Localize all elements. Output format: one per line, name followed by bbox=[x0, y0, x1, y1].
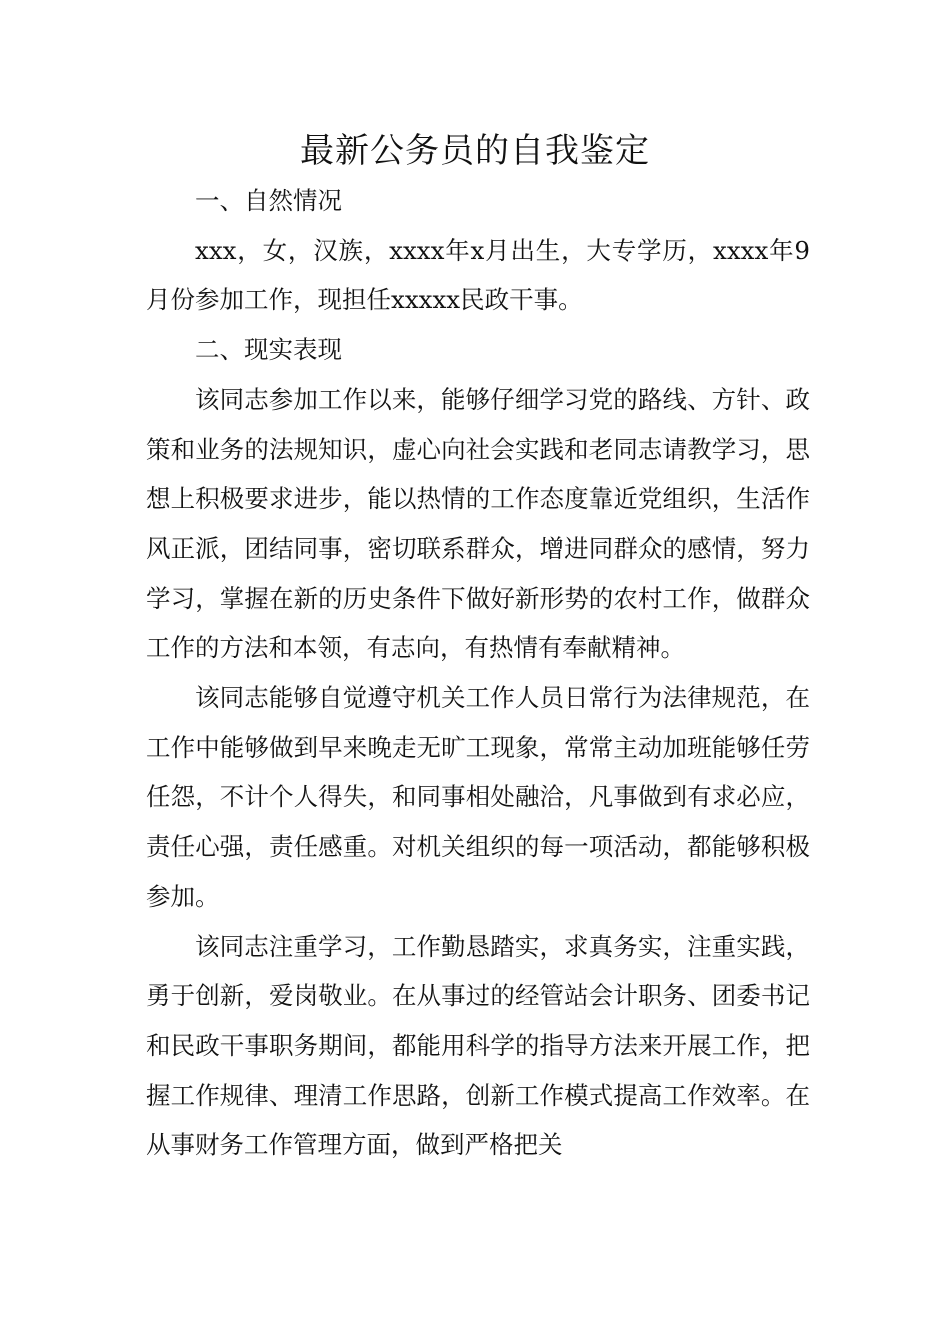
paragraph-work-performance: 该同志注重学习，工作勤恳踏实，求真务实，注重实践，勇于创新，爱岗敬业。在从事过的经管站会计职务、团委书记和民政干事职务期间，都能用科学的指导方法来开展工作，把握工作规律、理清工作思路，创新工作模式提高工作效率。在从事财务工作管理方面，做到严格把关 bbox=[146, 931, 810, 1160]
paragraph-study-and-attitude: 该同志参加工作以来，能够仔细学习党的路线、方针、政策和业务的法规知识，虚心向社会实践和老同志请教学习，思想上积极要求进步，能以热情的工作态度靠近党组织，生活作风正派，团结同事，密切联系群众，增进同群众的感情，努力学习，掌握在新的历史条件下做好新形势的农村工作，做群众工作的方法和本领，有志向，有热情有奉献精神。 bbox=[146, 384, 810, 663]
section-heading-natural-situation: 一、自然情况 bbox=[195, 186, 342, 215]
document-body bbox=[146, 176, 810, 1170]
paragraph-personal-info: xxx，女，汉族，xxxx年x月出生，大专学历，xxxx年9月份参加工作，现担任xxxxx民政干事。 bbox=[146, 235, 810, 315]
section-heading-actual-performance: 二、现实表现 bbox=[195, 335, 342, 365]
document-title: 最新公务员的自我鉴定 bbox=[300, 131, 650, 171]
paragraph-discipline: 该同志能够自觉遵守机关工作人员日常行为法律规范，在工作中能够做到早来晚走无旷工现象，常常主动加班能够任劳任怨，不计个人得失，和同事相处融洽，凡事做到有求必应，责任心强，责任感重。对机关组织的每一项活动，都能够积极参加。 bbox=[146, 683, 810, 911]
